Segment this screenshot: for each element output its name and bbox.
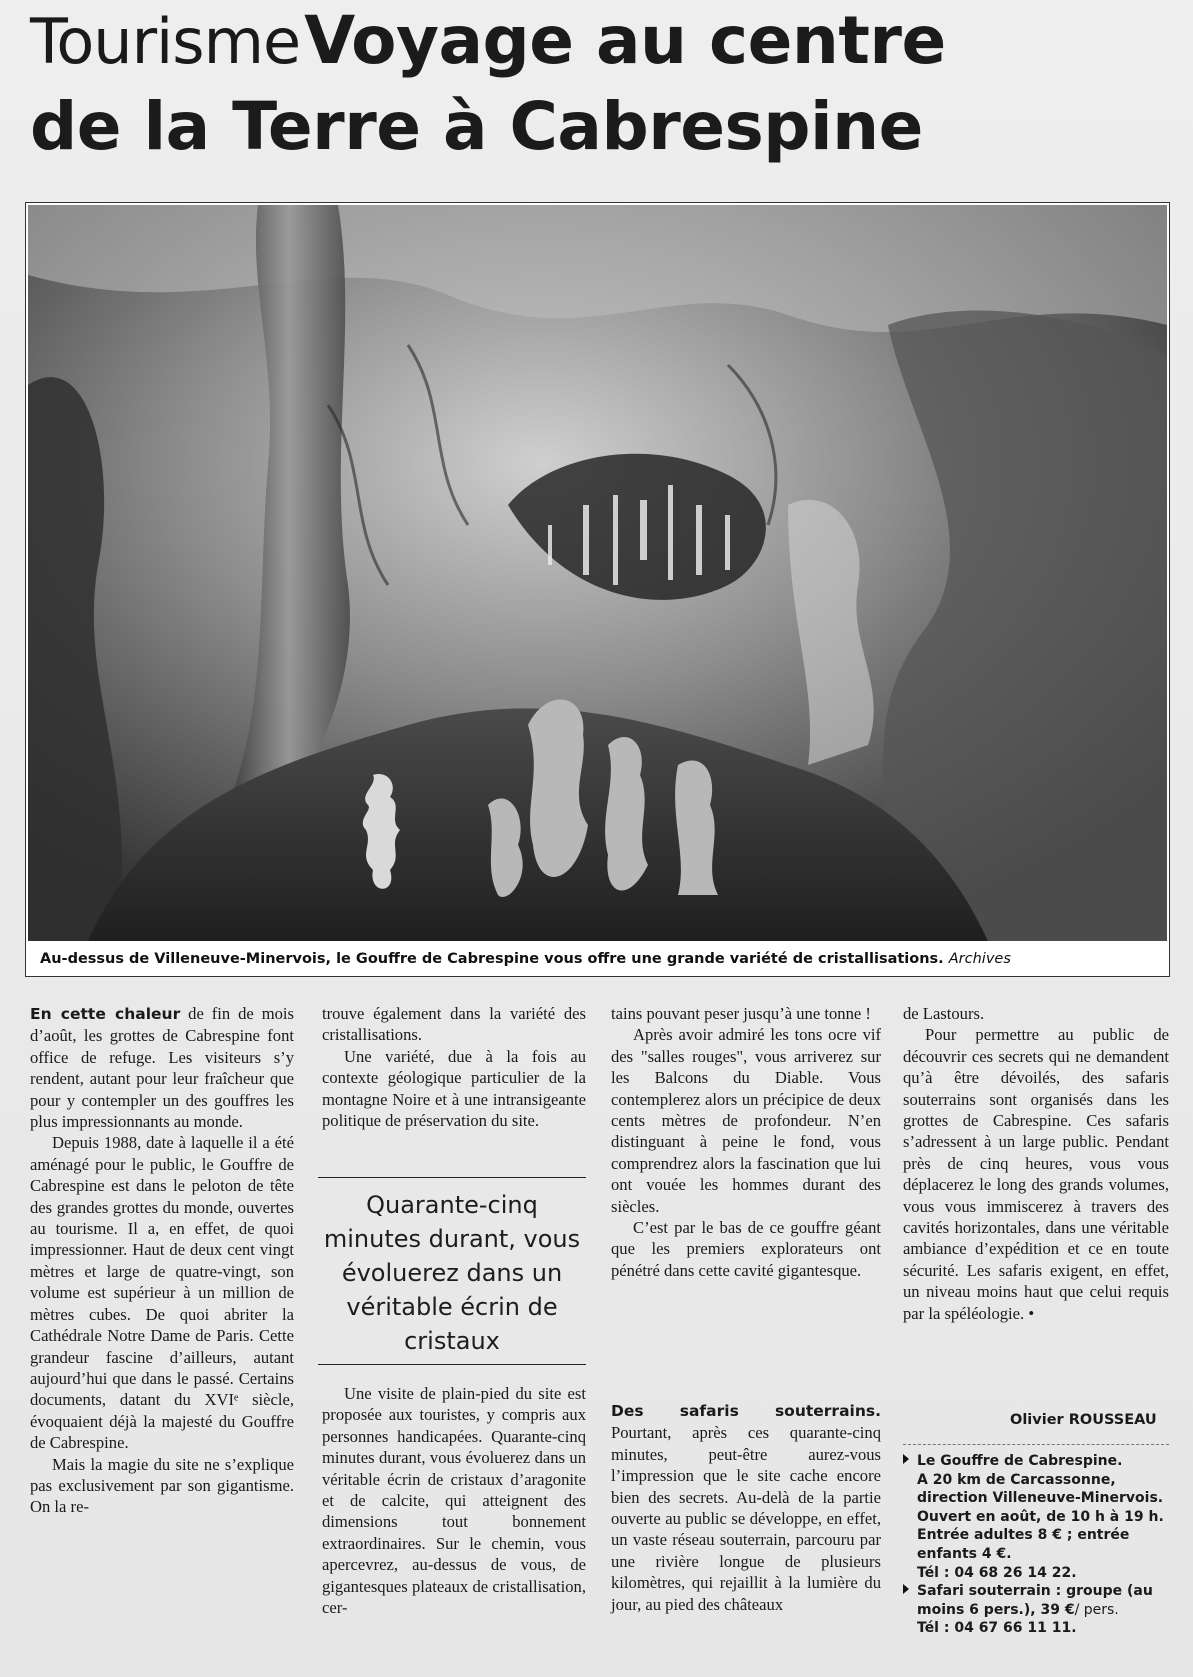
headline-title-part2: de la Terre à Cabrespine — [30, 88, 923, 165]
info-line: enfants 4 €. — [917, 1545, 1012, 1562]
info-line: direction Villeneuve-Minervois. — [917, 1490, 1164, 1507]
paragraph: de Lastours. — [903, 1004, 985, 1023]
paragraph: Mais la magie du site ne s’explique pas exclusivement par son gigantisme. On la re- — [30, 1454, 294, 1517]
info-entry-safari — [903, 1582, 1169, 1638]
lead-in: En cette chaleur — [30, 1005, 181, 1023]
paragraph-text: Pourtant, après ces quarante-cinq minutes, peut-être aurez-vous l’impression que le site cache encore bien des secrets. Au-delà de la partie ouverte au public se développe, en effet, un vaste réseau souterrain, parcouru par une rivière longue de plusieurs kilomètres, qui rejaillit à la lumière du jour, au pied des châteaux — [611, 1423, 881, 1614]
caption-text: Au-dessus de Villeneuve-Minervois, le Gouffre de Cabrespine vous offre une grande variété de cristallisations. — [40, 951, 944, 967]
paragraph — [611, 1400, 881, 1615]
info-line: Tél : 04 67 66 11 11. — [917, 1620, 1077, 1637]
practical-info-box — [903, 1452, 1169, 1638]
article-column-2-top — [322, 1003, 586, 1131]
cave-photo-drawing — [28, 205, 1167, 941]
photo-credit: Archives — [948, 951, 1011, 967]
info-line: Le Gouffre de Cabrespine. — [917, 1453, 1123, 1469]
paragraph: Pour permettre au public de découvrir ces secrets qui ne demandent qu’à être dévoilés, des safaris souterrains sont organisés dans les grottes de Cabrespine. Ces safaris s’adressent à un large public. Pendant près de cinq heures, vous vous déplacerez le long des grands volumes, vous vous immiscerez à travers des cavités horizontales, dans une véritable ambiance d’expédition et ce en toute sécurité. Les safaris exigent, en effet, un niveau moins haut que celui requis par la spéléologie. • — [903, 1025, 1169, 1323]
headline-title-part1: Voyage au centre — [304, 2, 946, 79]
article-column-3-bottom — [611, 1400, 881, 1615]
triangle-bullet-icon — [903, 1454, 909, 1464]
divider — [903, 1444, 1169, 1445]
paragraph: Une visite de plain-pied du site est proposée aux touristes, y compris aux personnes handicapées. Quarante-cinq minutes durant, vous évoluerez dans un véritable écrin de cristaux d’aragonite et de calcite, qui atteignent des dimensions tout bonnement extraordinaires. Sur le chemin, vous apercevrez, au-dessus de vous, de gigantesques plateaux de cristallisation, cer- — [322, 1384, 586, 1618]
headline-line-2 — [30, 88, 923, 165]
photo-frame — [25, 202, 1170, 977]
info-line: / pers. — [1074, 1601, 1119, 1618]
info-line: Ouvert en août, de 10 h à 19 h. — [917, 1508, 1164, 1525]
info-line: moins 6 pers.), 39 € — [917, 1601, 1075, 1618]
paragraph-text: de fin de mois d’août, les grottes de Cabrespine font office de refuge. Les visiteurs s’y rendent, autant pour leur fraîcheur que pour y contempler un des gouffres les plus impressionnants au monde. — [30, 1004, 294, 1132]
subheading: Des safaris souterrains. — [611, 1402, 881, 1420]
paragraph: tains pouvant peser jusqu’à une tonne ! — [611, 1004, 871, 1023]
paragraph — [30, 1003, 294, 1132]
paragraph: Une variété, due à la fois au contexte géologique particulier de la montagne Noire et à une intransigeante politique de préservation du site. — [322, 1046, 586, 1131]
pull-quote: Quarante-cinq minutes durant, vous évoluerez dans un véritable écrin de cristaux — [318, 1177, 586, 1365]
article-column-3-top — [611, 1003, 881, 1281]
paragraph: Après avoir admiré les tons ocre vif des "salles rouges", vous arriverez sur les Balcons du Diable. Vous contemplerez alors un précipice de deux cents mètres de profondeur. N’en distinguant à peine le fond, vous comprendrez alors la fascination que lui ont vouée les hommes durant des siècles. — [611, 1025, 881, 1216]
article-column-1 — [30, 1003, 294, 1518]
paragraph: trouve également dans la variété des cristallisations. — [322, 1004, 586, 1045]
section-kicker: Tourisme — [30, 5, 301, 78]
paragraph: Depuis 1988, date à laquelle il a été aménagé pour le public, le Gouffre de Cabrespine est dans le peloton de tête des grandes grottes du monde, ouvertes au tourisme. Il a, en effet, de quoi impressionner. Haut de deux cent vingt mètres et large de quatre-vingt, son volume est supérieur à un million de mètres cubes. De quoi abriter la Cathédrale Notre Dame de Paris. Cette grandeur fascine d’ailleurs, autant aujourd’hui que dans le passé. Certains documents, datant du XVIᵉ siècle, évoquaient déjà la majesté du Gouffre de Cabrespine. — [30, 1133, 294, 1453]
cave-photo — [28, 205, 1167, 941]
info-line: A 20 km de Carcassonne, — [917, 1471, 1116, 1488]
info-line: Entrée adultes 8 € ; entrée — [917, 1527, 1130, 1544]
article-column-2-bottom — [322, 1383, 586, 1618]
article-column-4 — [903, 1003, 1169, 1324]
author-signature: Olivier ROUSSEAU — [1010, 1412, 1157, 1428]
paragraph: C’est par le bas de ce gouffre géant que les premiers explorateurs ont pénétré dans cette cavité gigantesque. — [611, 1218, 881, 1280]
headline-line-1 — [30, 2, 946, 79]
info-entry-gouffre — [903, 1452, 1169, 1582]
photo-caption — [40, 951, 1155, 967]
info-line: Tél : 04 68 26 14 22. — [917, 1564, 1077, 1581]
triangle-bullet-icon — [903, 1584, 909, 1594]
info-line: Safari souterrain : groupe (au — [917, 1583, 1153, 1600]
